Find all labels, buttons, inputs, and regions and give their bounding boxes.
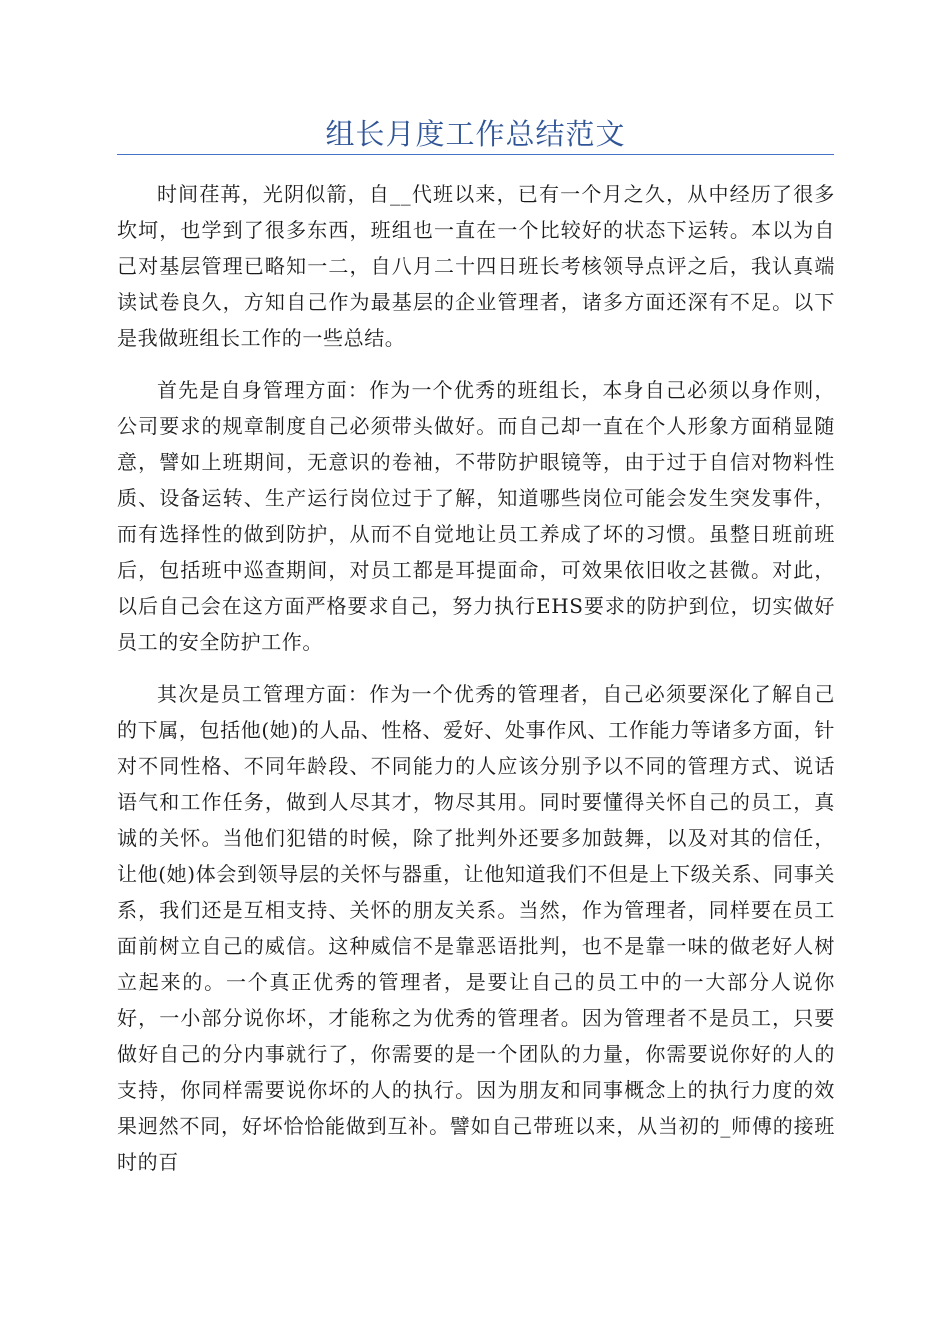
- paragraph-self-management: 首先是自身管理方面：作为一个优秀的班组长，本身自己必须以身作则，公司要求的规章制度自己必须带头做好。而自己却一直在个人形象方面稍显随意，譬如上班期间，无意识的卷袖，不带防护眼镜等，由于过于自信对物料性质、设备运转、生产运行岗位过于了解，知道哪些岗位可能会发生突发事件，而有选择性的做到防护，从而不自觉地让员工养成了坏的习惯。虽整日班前班后，包括班中巡查期间，对员工都是耳提面命，可效果依旧收之甚微。对此，以后自己会在这方面严格要求自己，努力执行EHS要求的防护到位，切实做好员工的安全防护工作。: [117, 378, 835, 654]
- document-title: 组长月度工作总结范文: [325, 117, 626, 151]
- document-body: [117, 176, 835, 1196]
- paragraph-intro: 时间荏苒，光阴似箭，自__代班以来，已有一个月之久，从中经历了很多坎坷，也学到了很多东西，班组也一直在一个比较好的状态下运转。本以为自己对基层管理已略知一二，自八月二十四日班长考核领导点评之后，我认真端读试卷良久，方知自己作为最基层的企业管理者，诸多方面还深有不足。以下是我做班组长工作的一些总结。: [117, 182, 835, 350]
- title-underline: [117, 154, 834, 155]
- paragraph-staff-management: 其次是员工管理方面：作为一个优秀的管理者，自己必须要深化了解自己的下属，包括他(她)的人品、性格、爱好、处事作风、工作能力等诸多方面，针对不同性格、不同年龄段、不同能力的人应该分别予以不同的管理方式、说话语气和工作任务，做到人尽其才，物尽其用。同时要懂得关怀自己的员工，真诚的关怀。当他们犯错的时候，除了批判外还要多加鼓舞，以及对其的信任，让他(她)体会到领导层的关怀与器重，让他知道我们不但是上下级关系、同事关系，我们还是互相支持、关怀的朋友关系。当然，作为管理者，同样要在员工面前树立自己的威信。这种威信不是靠恶语批判，也不是靠一味的做老好人树立起来的。一个真正优秀的管理者，是要让自己的员工中的一大部分人说你好，一小部分说你坏，才能称之为优秀的管理者。因为管理者不是员工，只要做好自己的分内事就行了，你需要的是一个团队的力量，你需要说你好的人的支持，你同样需要说你坏的人的执行。因为朋友和同事概念上的执行力度的效果迥然不同，好坏恰恰能做到互补。譬如自己带班以来，从当初的_师傅的接班时的百: [117, 682, 835, 1174]
